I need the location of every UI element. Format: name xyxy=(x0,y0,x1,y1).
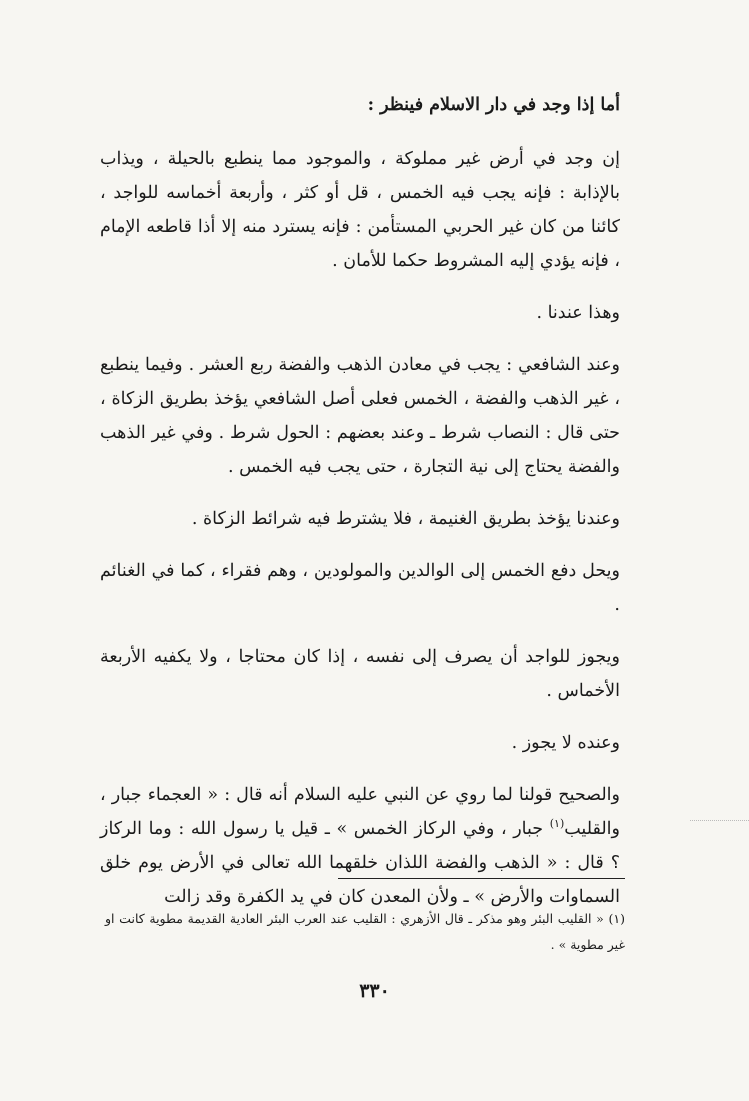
paragraph-2 xyxy=(100,296,620,330)
paragraph-text: وهذا عندنا . xyxy=(536,303,620,323)
paragraph-5 xyxy=(100,554,620,622)
paragraph-text: وعند الشافعي : يجب في معادن الذهب والفضة ربع العشر . وفيما ينطبع ، غير الذهب والفضة ، الخمس فعلى أصل الشافعي يؤخذ بطريق الزكاة ، حتى قال : النصاب شرط ـ وعند بعضهم : الحول شرط . وفي غير الذهب والفضة يحتاج إلى نية التجارة ، حتى يجب فيه الخمس . xyxy=(100,355,620,477)
paragraph-text: ويحل دفع الخمس إلى الوالدين والمولودين ، وهم فقراء ، كما في الغنائم . xyxy=(100,561,620,615)
footnote-reference[interactable]: (١) xyxy=(549,817,565,831)
paragraph-text: إن وجد في أرض غير مملوكة ، والموجود مما ينطبع بالحيلة ، ويذاب بالإذابة : فإنه يجب فيه الخمس ، قل أو كثر ، وأربعة أخماسه للواجد ، كائنا من كان غير الحربي المستأمن : فإنه يسترد منه إلا أذا قاطعه الإمام ، فإنه يؤدي إليه المشروط حكما للأمان . xyxy=(100,149,620,271)
page-number: ٣٣٠ xyxy=(359,980,390,1002)
paragraph-text-part2: جبار ، وفي الركاز الخمس » ـ قيل يا رسول الله : وما الركاز ؟ قال : « الذهب والفضة اللذان خلقهما الله تعالى في الأرض يوم خلق السماوات والأرض » ـ ولأن المعدن كان في يد الكفرة وقد زالت xyxy=(100,819,620,907)
paragraph-text: وعنده لا يجوز . xyxy=(511,733,620,753)
section-heading: أما إذا وجد في دار الاسلام فينظر : xyxy=(367,95,620,115)
paragraph-1 xyxy=(100,142,620,278)
paragraph-4 xyxy=(100,502,620,536)
paragraph-8 xyxy=(100,778,620,914)
footnote-divider xyxy=(338,878,625,879)
paragraph-7 xyxy=(100,726,620,760)
paragraph-text-part1: والصحيح قولنا لما روي عن النبي عليه السلام أنه قال : « العجماء جبار ، والقليب xyxy=(100,785,620,839)
footnote: (١) « القليب البئر وهو مذكر ـ قال الأزهري : القليب عند العرب البئر العادية القديمة مطوية كانت او غير مطوية » . xyxy=(105,910,625,952)
paragraph-3 xyxy=(100,348,620,484)
paragraph-6 xyxy=(100,640,620,708)
margin-dotted-line xyxy=(690,820,749,821)
paragraph-text: وعندنا يؤخذ بطريق الغنيمة ، فلا يشترط فيه شرائط الزكاة . xyxy=(191,509,620,529)
paragraph-text: ويجوز للواجد أن يصرف إلى نفسه ، إذا كان محتاجا ، ولا يكفيه الأربعة الأخماس . xyxy=(100,647,620,701)
page-body xyxy=(100,88,620,932)
